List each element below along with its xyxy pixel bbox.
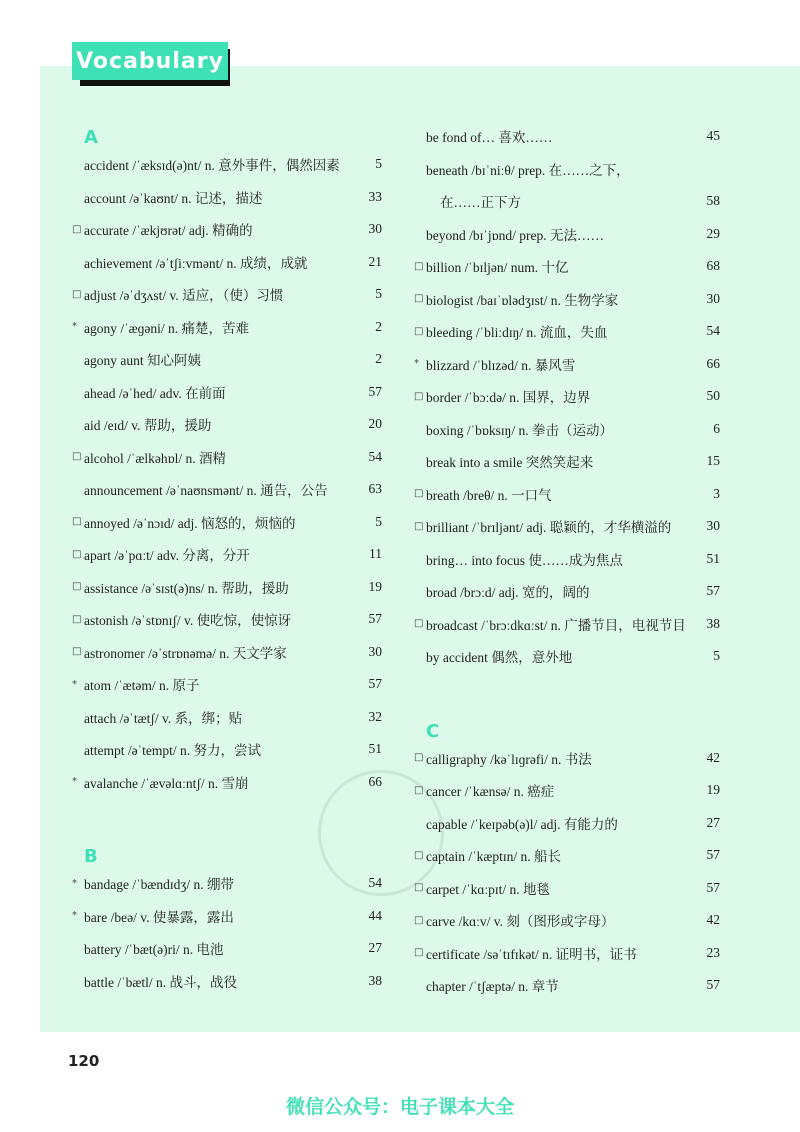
entry-text: by accident 偶然，意外地 [426,650,573,666]
entry-marker: □ [414,260,424,272]
entry-page: 51 [706,550,720,566]
vocab-entry [414,510,720,543]
vocab-entry [414,315,720,348]
entry-page: 23 [706,944,720,960]
entry-page: 57 [368,611,382,627]
entry-page: 30 [368,643,382,659]
entry-marker: * [72,776,77,788]
entry-text: blizzard /ˈblɪzəd/ n. 暴风雪 [426,357,576,373]
entry-page: 27 [706,814,720,830]
entry-marker: □ [72,516,82,528]
vocab-entry [414,380,720,413]
entry-text: certificate /səˈtɪfɪkət/ n. 证明书，证书 [426,946,637,962]
entry-page: 38 [368,972,382,988]
entry-text: assistance /əˈsɪst(ə)ns/ n. 帮助，援助 [84,580,289,596]
entry-marker: □ [414,882,424,894]
entry-text: apart /əˈpɑːt/ adv. 分离，分开 [84,548,250,564]
entry-text: calligraphy /kəˈlɪɡrəfi/ n. 书法 [426,751,592,767]
entry-text: broadcast /ˈbrɔːdkɑːst/ n. 广播节目，电视节目 [426,617,686,633]
entry-marker: □ [72,223,82,235]
vocab-entry [72,603,382,636]
entry-text: adjust /əˈdʒʌst/ v. 适应，（使）习惯 [84,288,284,304]
vocab-entry [414,153,720,186]
entry-marker: □ [72,548,82,560]
vocab-entry [414,478,720,511]
vocab-entry [414,839,720,872]
entry-text: achievement /əˈtʃiːvmənt/ n. 成绩，成就 [84,255,308,271]
entry-text: accurate /ˈækjʊrət/ adj. 精确的 [84,223,253,239]
entry-page: 30 [706,290,720,306]
vocab-entry [72,376,382,409]
entry-marker: □ [414,325,424,337]
vocab-entry [414,185,720,218]
entry-text: aid /eɪd/ v. 帮助，援助 [84,418,212,434]
entry-page: 63 [368,481,382,497]
entry-marker: □ [414,784,424,796]
entry-text: annoyed /əˈnɔɪd/ adj. 恼怒的，烦恼的 [84,515,296,531]
entry-page: 54 [368,448,382,464]
entry-marker: □ [414,520,424,532]
entry-text: avalanche /ˈævəlɑːntʃ/ n. 雪崩 [84,775,249,791]
entry-marker: * [72,678,77,690]
vocab-entry [414,742,720,775]
vocab-entry [414,348,720,381]
entry-marker: □ [72,288,82,300]
vocab-entry [414,120,720,153]
entry-list-b-continued [414,120,720,673]
entry-marker: □ [414,914,424,926]
entry-text: alcohol /ˈælkəhɒl/ n. 酒精 [84,450,227,466]
entry-page: 32 [368,708,382,724]
entry-marker: □ [72,613,82,625]
right-column [414,120,720,1002]
entry-marker: □ [72,581,82,593]
entry-text: beneath /bɪˈniːθ/ prep. 在……之下， [426,162,630,178]
section-letter-a: A [84,127,98,148]
entry-text: agony /ˈæɡəni/ n. 痛楚，苦难 [84,320,249,336]
entry-page: 2 [375,351,382,367]
entry-text: accident /ˈæksɪd(ə)nt/ n. 意外事件，偶然因素 [84,158,340,174]
entry-page: 57 [368,676,382,692]
section-letter-b: B [84,846,98,867]
entry-page: 57 [706,583,720,599]
entry-marker: * [414,358,419,370]
entry-marker: □ [414,947,424,959]
section-letter-c: C [426,720,440,742]
vocab-entry [72,148,382,181]
entry-page: 5 [375,513,382,529]
entry-marker: □ [72,451,82,463]
vocab-entry [414,807,720,840]
entry-text: ahead /əˈhed/ adv. 在前面 [84,385,226,401]
entry-page: 5 [375,286,382,302]
entry-marker: □ [414,390,424,402]
entry-text: captain /ˈkæptɪn/ n. 船长 [426,849,561,865]
entry-page: 42 [706,749,720,765]
vocab-entry [414,250,720,283]
vocab-entry [72,900,382,933]
entry-list-b [72,867,382,997]
entry-list-c [414,742,720,1002]
entry-page: 57 [706,879,720,895]
entry-text: be fond of… 喜欢…… [426,130,553,146]
entry-page: 58 [706,193,720,209]
entry-text: billion /ˈbɪljən/ num. 十亿 [426,260,569,276]
vocab-entry [414,218,720,251]
entry-page: 68 [706,258,720,274]
entry-marker: * [72,910,77,922]
footer-wechat-label: 微信公众号：电子课本大全 [285,1096,514,1118]
entry-text: atom /ˈætəm/ n. 原子 [84,678,200,694]
entry-marker: * [72,321,77,333]
entry-page: 57 [706,977,720,993]
entry-page: 42 [706,912,720,928]
entry-marker: □ [414,293,424,305]
entry-page: 3 [713,485,720,501]
entry-page: 29 [706,225,720,241]
page-title: Vocabulary [72,42,228,80]
entry-marker: * [72,877,77,889]
entry-page: 51 [368,741,382,757]
entry-page: 66 [368,773,382,789]
vocab-entry [72,733,382,766]
entry-text: agony aunt 知心阿姨 [84,353,201,369]
vocab-entry [72,213,382,246]
page-number: 120 [68,1052,100,1070]
entry-page: 15 [706,453,720,469]
entry-text: border /ˈbɔːdə/ n. 国界，边界 [426,390,591,406]
entry-marker: □ [414,488,424,500]
vocab-entry [414,969,720,1002]
entry-page: 20 [368,416,382,432]
vocab-entry [72,278,382,311]
entry-page: 19 [706,782,720,798]
entry-text: battle /ˈbætl/ n. 战斗，战役 [84,974,237,990]
vocab-entry [72,343,382,376]
entry-text: astronomer /əˈstrɒnəmə/ n. 天文学家 [84,645,287,661]
entry-marker: □ [414,618,424,630]
entry-text: broad /brɔːd/ adj. 宽的，阔的 [426,585,590,601]
vocab-entry [414,937,720,970]
entry-text: battery /ˈbæt(ə)ri/ n. 电池 [84,942,224,958]
entry-page: 2 [375,318,382,334]
entry-page: 6 [713,420,720,436]
entry-marker: □ [414,752,424,764]
entry-text: 在……正下方 [440,195,521,211]
vocab-entry [72,506,382,539]
entry-text: bring… into focus 使……成为焦点 [426,552,623,568]
vocab-entry [72,701,382,734]
vocab-entry [72,636,382,669]
vocab-entry [72,311,382,344]
entry-text: break into a smile 突然笑起来 [426,455,594,471]
vocab-entry [414,283,720,316]
vocab-entry [414,575,720,608]
entry-text: bandage /ˈbændɪdʒ/ n. 绷带 [84,877,234,893]
entry-page: 38 [706,615,720,631]
vocab-entry [72,867,382,900]
entry-marker: □ [72,646,82,658]
entry-marker: □ [414,849,424,861]
vocab-entry [72,766,382,799]
vocab-entry [414,774,720,807]
entry-list-a [72,148,382,798]
entry-page: 5 [375,156,382,172]
entry-page: 27 [368,940,382,956]
entry-page: 45 [706,128,720,144]
entry-text: astonish /əˈstɒnɪʃ/ v. 使吃惊，使惊讶 [84,613,292,629]
entry-page: 50 [706,388,720,404]
entry-text: brilliant /ˈbrɪljənt/ adj. 聪颖的，才华横溢的 [426,520,672,536]
vocab-entry [414,640,720,673]
entry-page: 66 [706,355,720,371]
entry-text: capable /ˈkeɪpəb(ə)l/ adj. 有能力的 [426,816,618,832]
left-column [72,120,382,997]
entry-text: chapter /ˈtʃæptə/ n. 章节 [426,979,559,995]
entry-page: 30 [368,221,382,237]
entry-text: biologist /baɪˈɒlədʒɪst/ n. 生物学家 [426,292,619,308]
entry-page: 44 [368,907,382,923]
vocab-entry [414,608,720,641]
entry-text: attempt /əˈtempt/ n. 努力，尝试 [84,743,261,759]
entry-page: 57 [368,383,382,399]
vocab-entry [72,246,382,279]
entry-page: 11 [369,546,382,562]
vocab-entry [72,441,382,474]
entry-page: 21 [368,253,382,269]
vocab-entry [72,538,382,571]
entry-text: announcement /əˈnaʊnsmənt/ n. 通告，公告 [84,483,328,499]
vocab-entry [414,872,720,905]
entry-page: 5 [713,648,720,664]
vocab-entry [72,473,382,506]
vocab-entry [72,571,382,604]
entry-page: 54 [706,323,720,339]
entry-text: bleeding /ˈbliːdɪŋ/ n. 流血，失血 [426,325,608,341]
entry-page: 19 [368,578,382,594]
entry-text: carpet /ˈkɑːpɪt/ n. 地毯 [426,881,551,897]
entry-text: boxing /ˈbɒksɪŋ/ n. 拳击（运动） [426,422,613,438]
entry-text: beyond /bɪˈjɒnd/ prep. 无法…… [426,227,605,243]
vocab-entry [414,543,720,576]
entry-page: 33 [368,188,382,204]
vocab-entry [72,181,382,214]
vocab-entry [414,413,720,446]
entry-page: 54 [368,875,382,891]
entry-text: breath /breθ/ n. 一口气 [426,487,552,503]
vocab-entry [72,965,382,998]
entry-text: attach /əˈtætʃ/ v. 系，绑；贴 [84,710,243,726]
entry-text: bare /beə/ v. 使暴露，露出 [84,909,234,925]
entry-text: cancer /ˈkænsə/ n. 癌症 [426,784,555,800]
entry-page: 57 [706,847,720,863]
vocab-entry [72,408,382,441]
entry-text: account /əˈkaʊnt/ n. 记述，描述 [84,190,263,206]
vocab-entry [414,904,720,937]
entry-text: carve /kɑːv/ v. 刻（图形或字母） [426,914,615,930]
vocab-entry [72,668,382,701]
vocab-entry [72,932,382,965]
vocab-entry [414,445,720,478]
entry-page: 30 [706,518,720,534]
